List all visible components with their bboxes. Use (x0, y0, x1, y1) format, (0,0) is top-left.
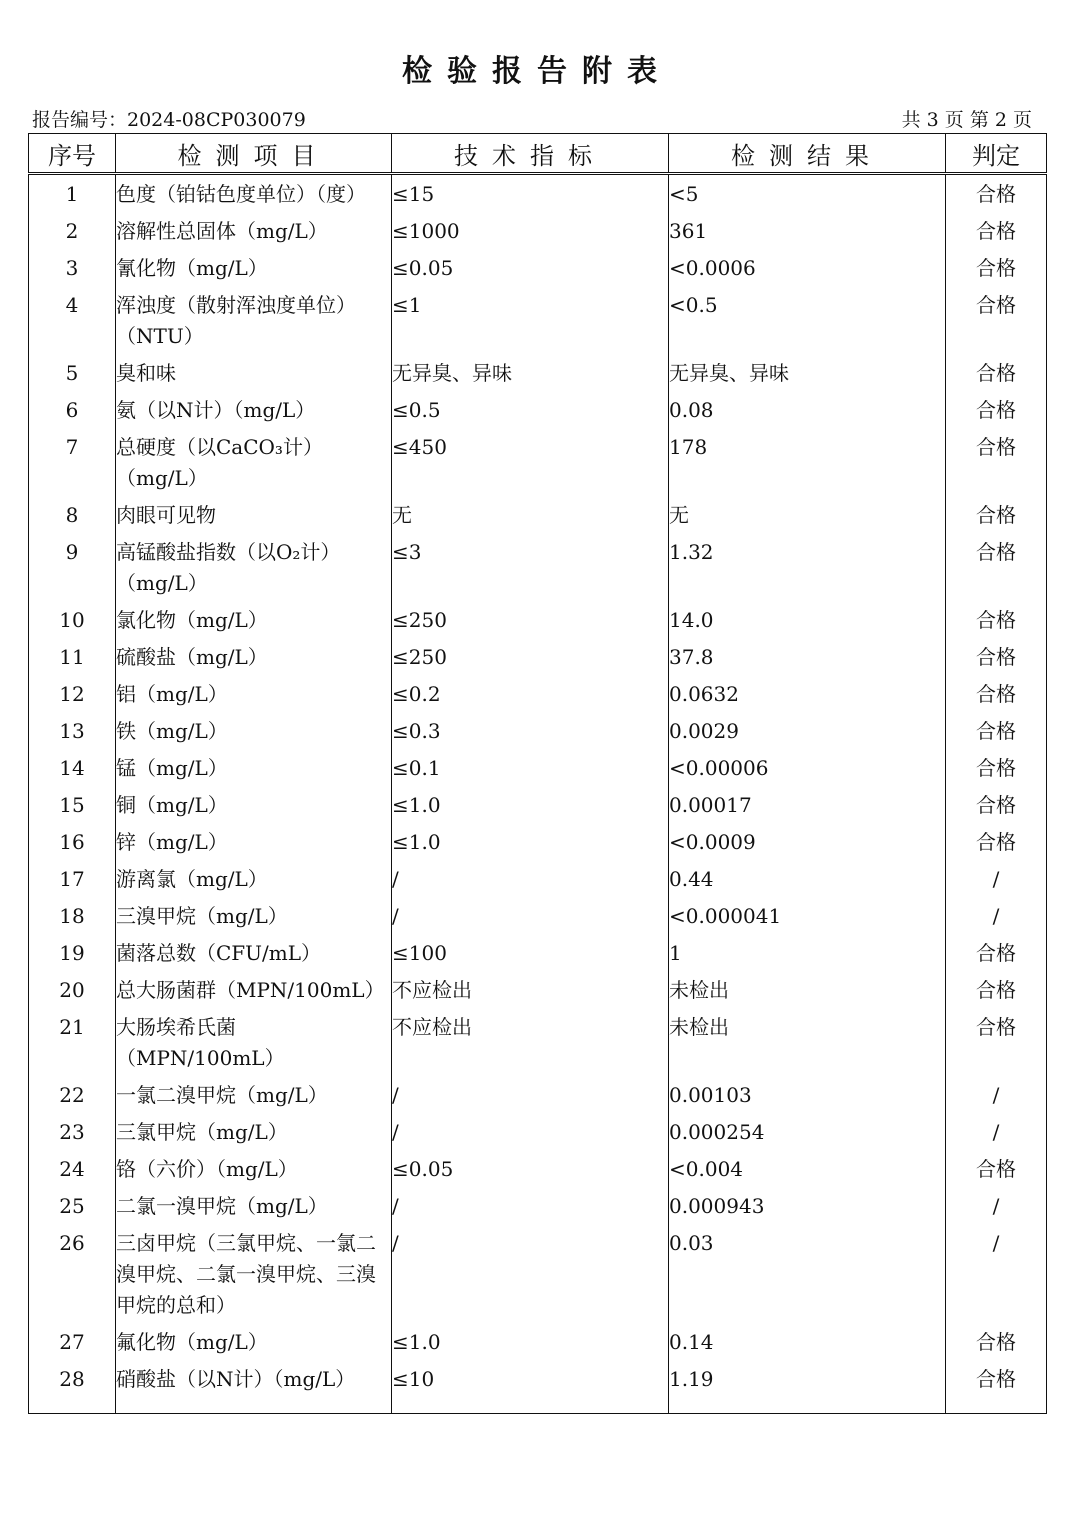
row-item: 铜（mg/L） (116, 790, 392, 827)
row-standard: ≤0.3 (392, 716, 669, 753)
row-judgement: / (946, 1228, 1047, 1327)
row-judgement: / (946, 1117, 1047, 1154)
row-standard: / (392, 901, 669, 938)
row-number: 20 (29, 975, 116, 1012)
header-no: 序号 (29, 134, 116, 174)
row-result: <5 (669, 174, 946, 217)
row-result: 未检出 (669, 975, 946, 1012)
row-result: <0.0009 (669, 827, 946, 864)
row-result: <0.0006 (669, 253, 946, 290)
row-judgement: 合格 (946, 642, 1047, 679)
row-standard: ≤10 (392, 1364, 669, 1414)
row-item: 总大肠菌群（MPN/100mL） (116, 975, 392, 1012)
row-standard: ≤1.0 (392, 790, 669, 827)
row-standard: / (392, 1191, 669, 1228)
row-standard: ≤1 (392, 290, 669, 358)
row-judgement: 合格 (946, 1012, 1047, 1080)
table-body (29, 174, 1047, 1414)
header-result: 检测结果 (669, 134, 946, 174)
row-standard: 不应检出 (392, 1012, 669, 1080)
row-result: 1 (669, 938, 946, 975)
row-judgement: 合格 (946, 253, 1047, 290)
row-judgement: 合格 (946, 753, 1047, 790)
row-result: 未检出 (669, 1012, 946, 1080)
table-row (29, 253, 1047, 290)
report-number: 报告编号：2024-08CP030079 (32, 109, 306, 131)
row-result: 14.0 (669, 605, 946, 642)
header-item: 检测项目 (116, 134, 392, 174)
row-standard: ≤1.0 (392, 827, 669, 864)
table-row (29, 1191, 1047, 1228)
row-judgement: 合格 (946, 938, 1047, 975)
row-result: 0.0029 (669, 716, 946, 753)
table-row (29, 1012, 1047, 1080)
row-result: 0.000943 (669, 1191, 946, 1228)
row-number: 14 (29, 753, 116, 790)
row-item: 一氯二溴甲烷（mg/L） (116, 1080, 392, 1117)
row-judgement: 合格 (946, 679, 1047, 716)
row-item: 锌（mg/L） (116, 827, 392, 864)
row-number: 11 (29, 642, 116, 679)
row-standard: 不应检出 (392, 975, 669, 1012)
row-judgement: 合格 (946, 537, 1047, 605)
row-standard: / (392, 1080, 669, 1117)
row-number: 3 (29, 253, 116, 290)
row-standard: ≤0.2 (392, 679, 669, 716)
row-number: 26 (29, 1228, 116, 1327)
table-row (29, 864, 1047, 901)
row-standard: ≤0.05 (392, 253, 669, 290)
row-result: 178 (669, 432, 946, 500)
row-standard: / (392, 1228, 669, 1327)
row-number: 25 (29, 1191, 116, 1228)
row-item: 硫酸盐（mg/L） (116, 642, 392, 679)
table-row (29, 358, 1047, 395)
table-row (29, 753, 1047, 790)
row-result: 0.14 (669, 1327, 946, 1364)
row-number: 12 (29, 679, 116, 716)
table-row (29, 642, 1047, 679)
table-row (29, 1154, 1047, 1191)
row-number: 13 (29, 716, 116, 753)
row-judgement: 合格 (946, 500, 1047, 537)
row-standard: 无 (392, 500, 669, 537)
table-row (29, 216, 1047, 253)
table-row (29, 537, 1047, 605)
row-number: 1 (29, 174, 116, 217)
table-row (29, 432, 1047, 500)
row-number: 16 (29, 827, 116, 864)
row-result: 0.00017 (669, 790, 946, 827)
row-number: 4 (29, 290, 116, 358)
row-result: 无异臭、异味 (669, 358, 946, 395)
row-item: 氨（以N计）（mg/L） (116, 395, 392, 432)
row-result: 0.00103 (669, 1080, 946, 1117)
row-result: <0.00006 (669, 753, 946, 790)
row-number: 21 (29, 1012, 116, 1080)
row-standard: ≤0.1 (392, 753, 669, 790)
row-result: 1.19 (669, 1364, 946, 1414)
row-item: 三卤甲烷（三氯甲烷、一氯二溴甲烷、二氯一溴甲烷、三溴甲烷的总和） (116, 1228, 392, 1327)
row-item: 氯化物（mg/L） (116, 605, 392, 642)
page-indicator: 共 3 页 第 2 页 (901, 109, 1032, 131)
row-judgement: / (946, 864, 1047, 901)
header-standard: 技术指标 (392, 134, 669, 174)
row-item: 二氯一溴甲烷（mg/L） (116, 1191, 392, 1228)
row-judgement: 合格 (946, 1327, 1047, 1364)
row-result: 无 (669, 500, 946, 537)
row-item: 菌落总数（CFU/mL） (116, 938, 392, 975)
row-result: <0.004 (669, 1154, 946, 1191)
table-row (29, 716, 1047, 753)
table-row (29, 174, 1047, 217)
row-number: 19 (29, 938, 116, 975)
row-standard: ≤15 (392, 174, 669, 217)
row-judgement: / (946, 1191, 1047, 1228)
row-standard: ≤0.5 (392, 395, 669, 432)
row-judgement: 合格 (946, 1364, 1047, 1414)
table-row (29, 290, 1047, 358)
row-number: 6 (29, 395, 116, 432)
row-standard: ≤250 (392, 605, 669, 642)
row-result: 361 (669, 216, 946, 253)
page-title: 检验报告附表 (402, 54, 672, 89)
row-standard: ≤3 (392, 537, 669, 605)
row-judgement: 合格 (946, 1154, 1047, 1191)
row-item: 硝酸盐（以N计）（mg/L） (116, 1364, 392, 1414)
table-row (29, 1327, 1047, 1364)
table-row (29, 1080, 1047, 1117)
row-result: 0.08 (669, 395, 946, 432)
row-number: 2 (29, 216, 116, 253)
row-item: 铁（mg/L） (116, 716, 392, 753)
row-standard: ≤450 (392, 432, 669, 500)
row-number: 24 (29, 1154, 116, 1191)
row-standard: ≤250 (392, 642, 669, 679)
table-row (29, 1228, 1047, 1327)
row-judgement: / (946, 1080, 1047, 1117)
row-judgement: 合格 (946, 395, 1047, 432)
row-item: 三氯甲烷（mg/L） (116, 1117, 392, 1154)
row-judgement: 合格 (946, 716, 1047, 753)
row-number: 27 (29, 1327, 116, 1364)
row-standard: ≤100 (392, 938, 669, 975)
row-result: <0.5 (669, 290, 946, 358)
row-standard: ≤1.0 (392, 1327, 669, 1364)
row-result: <0.000041 (669, 901, 946, 938)
row-number: 5 (29, 358, 116, 395)
row-item: 总硬度（以CaCO₃计）（mg/L） (116, 432, 392, 500)
row-judgement: 合格 (946, 290, 1047, 358)
header-judgement: 判定 (946, 134, 1047, 174)
row-item: 氰化物（mg/L） (116, 253, 392, 290)
row-number: 7 (29, 432, 116, 500)
row-item: 高锰酸盐指数（以O₂计）（mg/L） (116, 537, 392, 605)
table-row (29, 1364, 1047, 1414)
row-judgement: 合格 (946, 174, 1047, 217)
row-standard: / (392, 864, 669, 901)
row-item: 游离氯（mg/L） (116, 864, 392, 901)
row-result: 0.03 (669, 1228, 946, 1327)
table-header-row (29, 134, 1047, 174)
inspection-table (28, 133, 1047, 1414)
row-number: 22 (29, 1080, 116, 1117)
row-standard: ≤0.05 (392, 1154, 669, 1191)
table-row (29, 679, 1047, 716)
row-item: 色度（铂钴色度单位）（度） (116, 174, 392, 217)
row-number: 23 (29, 1117, 116, 1154)
row-item: 锰（mg/L） (116, 753, 392, 790)
row-item: 铬（六价）（mg/L） (116, 1154, 392, 1191)
row-judgement: 合格 (946, 975, 1047, 1012)
row-number: 28 (29, 1364, 116, 1414)
row-item: 铝（mg/L） (116, 679, 392, 716)
row-item: 三溴甲烷（mg/L） (116, 901, 392, 938)
row-number: 18 (29, 901, 116, 938)
row-number: 17 (29, 864, 116, 901)
row-item: 氟化物（mg/L） (116, 1327, 392, 1364)
table-row (29, 975, 1047, 1012)
row-item: 臭和味 (116, 358, 392, 395)
row-judgement: 合格 (946, 790, 1047, 827)
row-judgement: 合格 (946, 358, 1047, 395)
row-judgement: / (946, 901, 1047, 938)
row-number: 10 (29, 605, 116, 642)
table-row (29, 938, 1047, 975)
row-standard: ≤1000 (392, 216, 669, 253)
row-number: 8 (29, 500, 116, 537)
row-judgement: 合格 (946, 216, 1047, 253)
row-result: 0.44 (669, 864, 946, 901)
row-item: 溶解性总固体（mg/L） (116, 216, 392, 253)
row-number: 9 (29, 537, 116, 605)
row-number: 15 (29, 790, 116, 827)
row-judgement: 合格 (946, 432, 1047, 500)
row-judgement: 合格 (946, 827, 1047, 864)
row-standard: / (392, 1117, 669, 1154)
row-item: 大肠埃希氏菌（MPN/100mL） (116, 1012, 392, 1080)
row-judgement: 合格 (946, 605, 1047, 642)
row-result: 0.0632 (669, 679, 946, 716)
row-result: 37.8 (669, 642, 946, 679)
row-item: 肉眼可见物 (116, 500, 392, 537)
row-item: 浑浊度（散射浑浊度单位）（NTU） (116, 290, 392, 358)
table-row (29, 1117, 1047, 1154)
table-row (29, 395, 1047, 432)
table-row (29, 901, 1047, 938)
row-result: 0.000254 (669, 1117, 946, 1154)
table-row (29, 605, 1047, 642)
row-standard: 无异臭、异味 (392, 358, 669, 395)
table-row (29, 827, 1047, 864)
table-row (29, 790, 1047, 827)
row-result: 1.32 (669, 537, 946, 605)
table-row (29, 500, 1047, 537)
